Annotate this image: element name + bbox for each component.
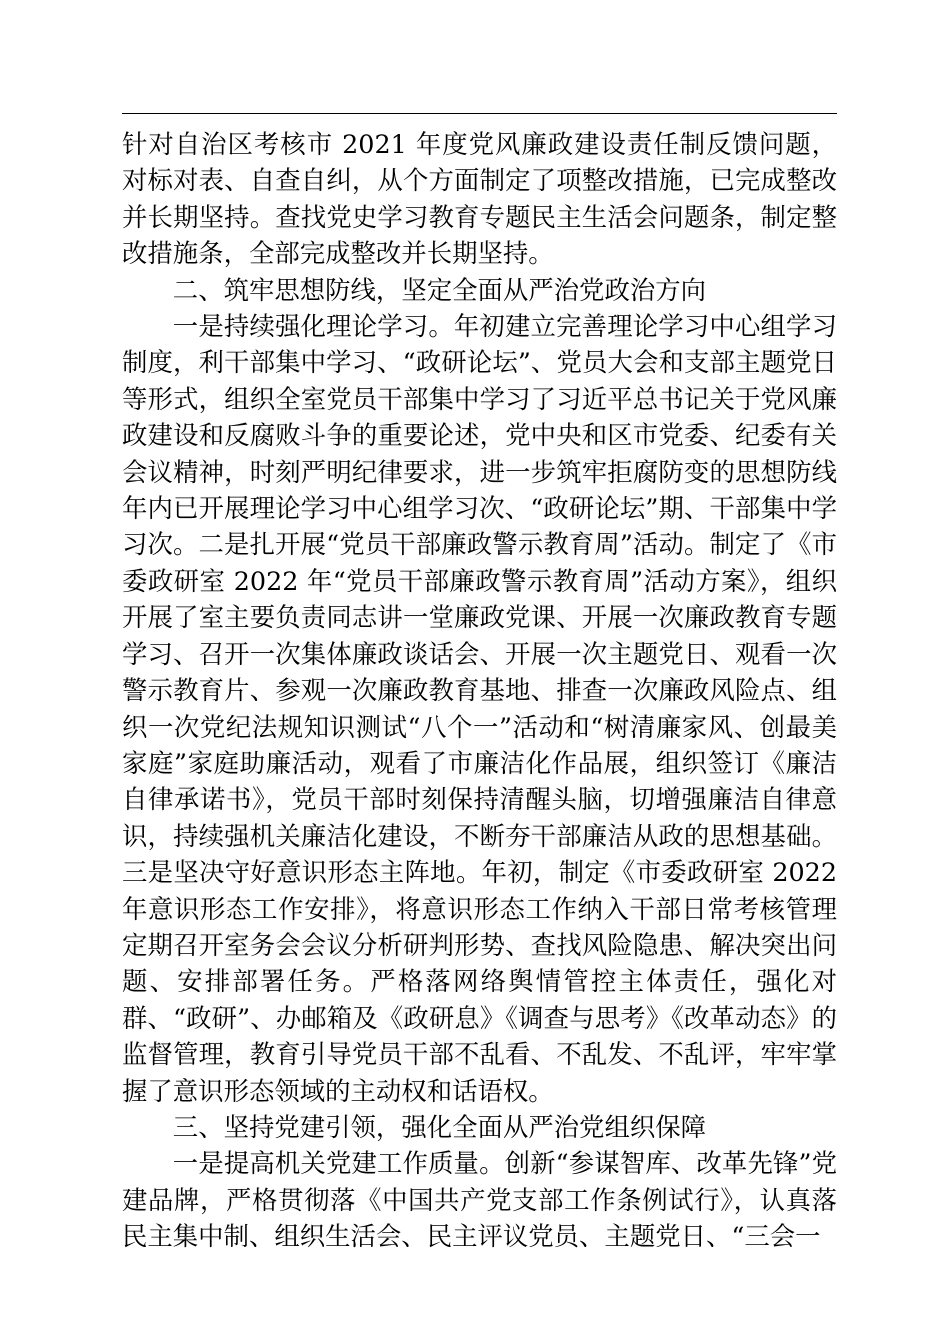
document-body (122, 126, 837, 1255)
paragraph-1: 针对自治区考核市 2021 年度党风廉政建设责任制反馈问题，对标对表、自查自纠，从个方面制定了项整改措施，已完成整改并长期坚持。查找党史学习教育专题民主生活会问题条，制定整改措施条，全部完成整改并长期坚持。 (122, 129, 837, 269)
section-heading-3: 三、坚持党建引领，强化全面从严治党组织保障 (172, 1111, 706, 1142)
paragraph-3: 一是提高机关党建工作质量。创新“参谋智库、改革先锋”党建品牌，严格贯彻落《中国共产党支部工作条例试行》，认真落民主集中制、组织生活会、民主评议党员、主题党日、“三会一 (122, 1148, 837, 1252)
header-rule (122, 113, 837, 114)
paragraph-2: 一是持续强化理论学习。年初建立完善理论学习中心组学习制度，利干部集中学习、“政研论坛”、党员大会和支部主题党日等形式，组织全室党员干部集中学习了习近平总书记关于党风廉政建设和反腐败斗争的重要论述，党中央和区市党委、纪委有关会议精神，时刻严明纪律要求，进一步筑牢拒腐防变的思想防线年内已开展理论学习中心组学习次、“政研论坛”期、干部集中学习次。二是扎开展“党员干部廉政警示教育周”活动。制定了《市委政研室 2022 年“党员干部廉政警示教育周”活动方案》，组织开展了室主要负责同志讲一堂廉政党课、开展一次廉政教育专题学习、召开一次集体廉政谈话会、开展一次主题党日、观看一次警示教育片、参观一次廉政教育基地、排查一次廉政风险点、组织一次党纪法规知识测试“八个一”活动和“树清廉家风、创最美家庭”家庭助廉活动，观看了市廉洁化作品展，组织签订《廉洁自律承诺书》，党员干部时刻保持清醒头脑，切增强廉洁自律意识，持续强机关廉洁化建设，不断夯干部廉洁从政的思想基础。三是坚决守好意识形态主阵地。年初，制定《市委政研室 2022 年意识形态工作安排》，将意识形态工作纳入干部日常考核管理定期召开室务会会议分析研判形势、查找风险隐患、解决突出问题、安排部署任务。严格落网络舆情管控主体责任，强化对群、“政研”、办邮箱及《政研息》《调查与思考》《改革动态》的监督管理，教育引导党员干部不乱看、不乱发、不乱评，牢牢掌握了意识形态领域的主动权和话语权。 (122, 311, 837, 1106)
section-heading-2: 二、筑牢思想防线，坚定全面从严治党政治方向 (172, 274, 706, 305)
